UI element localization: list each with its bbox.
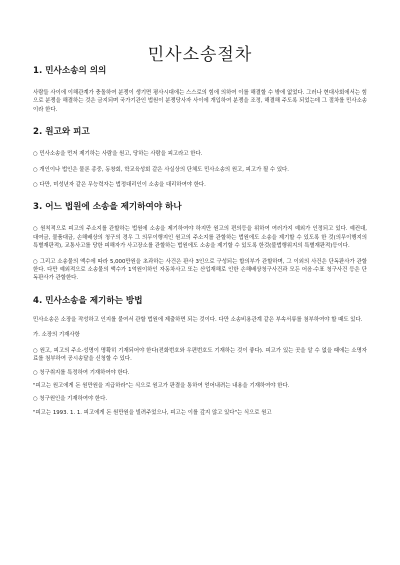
filing-bullet-1: ○ 원고, 피고의 주소·성명이 명확히 기재되어야 한다(전화번호와 우편번호도 기재하는 것이 좋다). 피고가 있는 곳을 알 수 없을 때에는 소명자료를 첨부하여 공시송달을 신청할 수 있다. bbox=[33, 347, 367, 363]
section-meaning bbox=[33, 66, 367, 114]
filing-subheading: 가. 소장의 기재사항 bbox=[33, 332, 80, 339]
section-jurisdiction bbox=[33, 202, 367, 282]
filing-paragraph-2: "피고는 원고에게 돈 원만원을 지급하라"는 식으로 원고가 판결을 통하여 얻어내려는 내용을 기재하여야 한다. bbox=[33, 382, 290, 389]
section-heading-meaning: 1. 민사소송의 의의 bbox=[33, 66, 107, 76]
section-heading-filing: 4. 민사소송을 제기하는 방법 bbox=[33, 295, 143, 306]
filing-bullet-3: ○ 청구원인을 기재하여야 한다. bbox=[33, 396, 108, 403]
document-title: 민사소송절차 bbox=[147, 45, 253, 65]
parties-bullet-2: ○ 개인이나 법인은 물론 종중, 동창회, 학교육성회 같은 사실상의 단체도 민사소송의 원고, 피고가 될 수 있다. bbox=[33, 166, 289, 173]
parties-bullet-1: ○ 민사소송을 먼저 제기하는 사람을 원고, 당하는 사람을 피고라고 한다. bbox=[33, 151, 203, 158]
jurisdiction-bullet-2: ○ 그리고 소송물의 액수에 따라 5,000만원을 초과하는 사건은 판사 3인으로 구성되는 합의부가 관할하며, 그 이외의 사건은 단독판사가 관할한다. 다만 예외적으로 소송물의 액수가 1억원이하인 자동차사고 또는 산업재해로 인한 손해배상청구사건과 모든 어음·수표 청구사건 등은 단독판사가 관할한다. bbox=[33, 258, 367, 282]
meaning-paragraph: 사람들 사이에 이해관계가 충돌하여 분쟁이 생기면 평사시대에는 스스로의 힘에 의하여 이를 해결할 수 밖에 없었다. 그러나 현대사회에서는 힘으로 분쟁을 해결하는 것은 금지되며 국가기관인 법원이 분쟁당사자 사이에 개입하여 분쟁을 조정, 해결해 주도록 되었는데 그 절차를 민사소송이라 한다. bbox=[33, 90, 367, 113]
filing-paragraph-3: "피고는 1993. 1. 1. 피고에게 돈 원만원을 빌려주었으나, 피고는 이를 갚지 않고 있다"는 식으로 원고 bbox=[33, 409, 272, 416]
section-heading-parties: 2. 원고와 피고 bbox=[33, 127, 90, 138]
filing-paragraph-1: 민사소송은 소장을 작성하고 인지를 붙여서 관할 법원에 제출하면 되는 것이다. 다만 소송비용관계 같은 부속서류를 첨부하여야 할 때도 있다. bbox=[33, 316, 363, 323]
section-parties bbox=[33, 127, 367, 189]
filing-bullet-2: ○ 청구취지를 특정하여 기재하여야 한다. bbox=[33, 369, 130, 376]
jurisdiction-bullet-1: ○ 원칙적으로 피고의 주소지를 관할하는 법원에 소송을 제기하여야 하지만 원고의 편의등을 위하여 여러가지 예외가 인정되고 있다. 예컨대, 대여금, 물품대금, 손해배상의 청구의 경우 그 의무이행지인 원고의 주소지를 관할하는 법원에도 소송을 제기할 수 있도록 한 것(의무이행지의 특별재판적), 교통사고를 당한 피해자가 사고장소를 관할하는 법원에도 소송을 제기할 수 있도록 한것(불법행위지의 특별재판적)등이다. bbox=[33, 226, 367, 250]
section-heading-jurisdiction: 3. 어느 법원에 소송을 제기하여야 하나 bbox=[33, 202, 182, 213]
section-filing bbox=[33, 296, 367, 417]
parties-bullet-3: ○ 다만, 미성년자 같은 무능력자는 법정대리인이 소송을 대리하여야 한다. bbox=[33, 182, 206, 189]
